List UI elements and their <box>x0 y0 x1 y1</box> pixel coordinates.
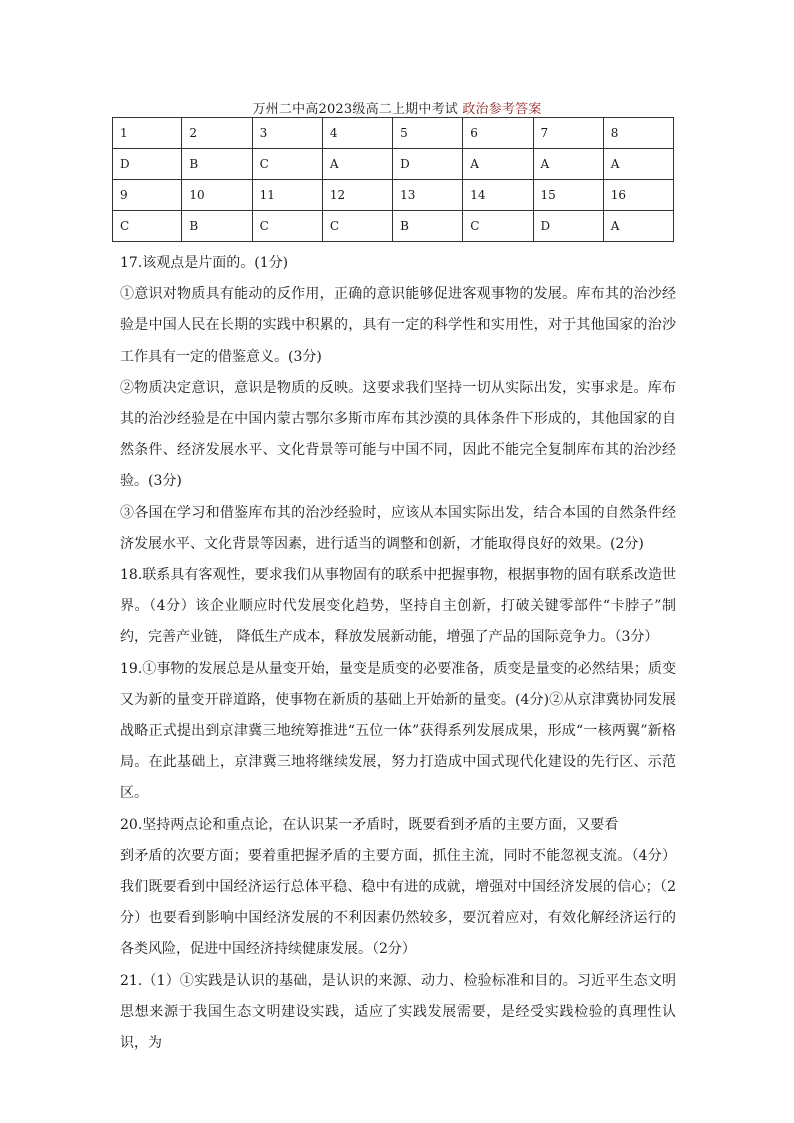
table-cell: 6 <box>463 118 533 149</box>
table-cell: C <box>322 211 392 242</box>
table-cell: 7 <box>533 118 603 149</box>
table-cell: 12 <box>322 180 392 211</box>
table-cell: A <box>322 149 392 180</box>
answer-body <box>120 248 676 1059</box>
answer-paragraph: ①意识对物质具有能动的反作用，正确的意识能够促进客观事物的发展。库布其的治沙经验是中国人民在长期的实践中积累的，具有一定的科学性和实用性，对于其他国家的治沙工作具有一定的借鉴意义。(3分) <box>120 286 676 365</box>
table-cell: D <box>113 149 182 180</box>
table-cell: 8 <box>603 118 673 149</box>
answer-paragraph: 到矛盾的次要方面；要着重把握矛盾的主要方面，抓住主流，同时不能忽视支流。（4分）我们既要看到中国经济运行总体平稳、稳中有进的成就，增强对中国经济发展的信心；（2分）也要看到影响中国经济发展的不利因素仍然较多，要沉着应对，有效化解经济运行的各类风险，促进中国经济持续健康发展。（2分） <box>120 847 676 958</box>
answer-paragraph: 21.（1）①实践是认识的基础，是认识的来源、动力、检验标准和目的。习近平生态文明思想来源于我国生态文明建设实践，适应了实践发展需要，是经受实践检验的真理性认识，为 <box>120 972 676 1052</box>
table-cell: 4 <box>322 118 392 149</box>
table-cell: 3 <box>252 118 322 149</box>
table-cell: 14 <box>463 180 533 211</box>
table-cell: B <box>182 211 252 242</box>
answer-paragraph: 19.①事物的发展总是从量变开始，量变是质变的必要准备，质变是量变的必然结果；质变又为新的量变开辟道路，使事物在新质的基础上开始新的量变。(4分)②从京津冀协同发展战略正式提出到京津冀三地统筹推进“五位一体”获得系列发展成果，形成“一核两翼”新格局。在此基础上，京津冀三地将继续发展，努力打造成中国式现代化建设的先行区、示范区。 <box>120 660 676 802</box>
table-cell: A <box>463 149 533 180</box>
table-row <box>113 211 674 242</box>
table-row <box>113 180 674 211</box>
table-cell: C <box>463 211 533 242</box>
table-cell: D <box>533 211 603 242</box>
table-cell: B <box>393 211 463 242</box>
page-title <box>0 98 794 117</box>
table-cell: 15 <box>533 180 603 211</box>
table-cell: A <box>603 149 673 180</box>
title-accent: 政治参考答案 <box>462 102 542 117</box>
table-cell: 1 <box>113 118 182 149</box>
table-cell: 2 <box>182 118 252 149</box>
table-cell: B <box>182 149 252 180</box>
table-cell: A <box>533 149 603 180</box>
table-cell: 10 <box>182 180 252 211</box>
title-main: 万州二中高2023级高二上期中考试 <box>252 102 463 117</box>
answer-paragraph: ③各国在学习和借鉴库布其的治沙经验时，应该从本国实际出发，结合本国的自然条件经济发展水平、文化背景等因素，进行适当的调整和创新，才能取得良好的效果。(2分) <box>120 504 676 552</box>
table-cell: 13 <box>393 180 463 211</box>
answer-paragraph: ②物质决定意识，意识是物质的反映。这要求我们坚持一切从实际出发，实事求是。库布其的治沙经验是在中国内蒙古鄂尔多斯市库布其沙漠的具体条件下形成的，其他国家的自然条件、经济发展水平、文化背景等可能与中国不同，因此不能完全复制库布其的治沙经验。(3分) <box>120 379 676 490</box>
table-row <box>113 149 674 180</box>
table-cell: C <box>252 149 322 180</box>
table-cell: C <box>113 211 182 242</box>
table-cell: A <box>603 211 673 242</box>
table-cell: C <box>252 211 322 242</box>
answer-table <box>112 117 674 242</box>
table-row <box>113 118 674 149</box>
answer-paragraph: 18.联系具有客观性，要求我们从事物固有的联系中把握事物，根据事物的固有联系改造世界。（4分）该企业顺应时代发展变化趋势，坚持自主创新，打破关键零部件“卡脖子”制约，完善产业链， 降低生产成本，释放发展新动能，增强了产品的国际竞争力。（3分） <box>120 567 676 646</box>
table-cell: 16 <box>603 180 673 211</box>
table-cell: 9 <box>113 180 182 211</box>
table-cell: 11 <box>252 180 322 211</box>
answer-paragraph: 20.坚持两点论和重点论，在认识某一矛盾时，既要看到矛盾的主要方面，又要看 <box>120 816 619 833</box>
answer-paragraph: 17.该观点是片面的。(1分) <box>120 255 289 271</box>
table-cell: 5 <box>393 118 463 149</box>
table-cell: D <box>393 149 463 180</box>
